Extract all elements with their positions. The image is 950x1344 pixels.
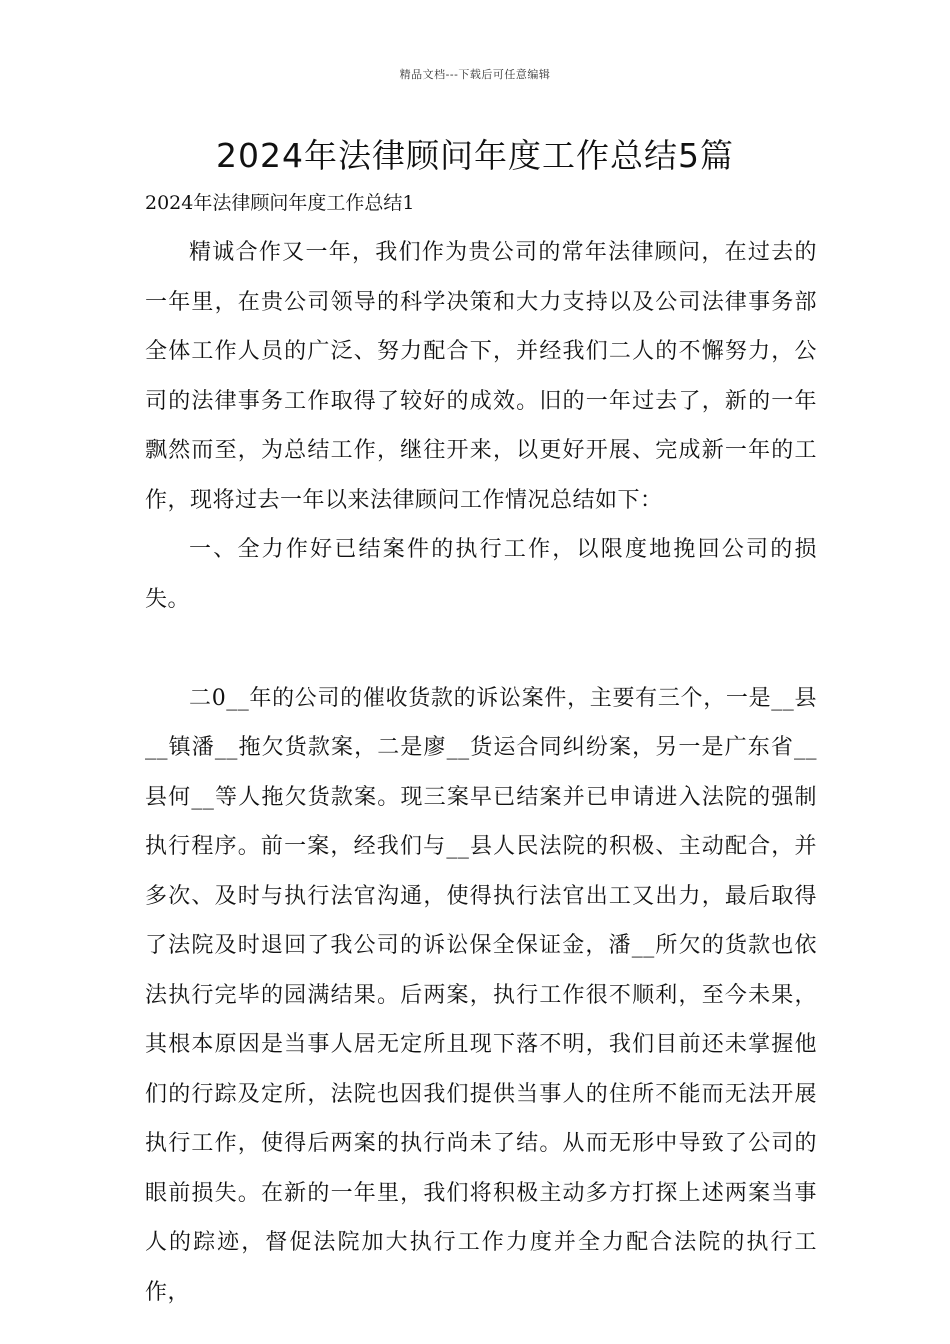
paragraph-case-summary: 二0__年的公司的催收货款的诉讼案件，主要有三个，一是__县__镇潘__拖欠货款案，二是廖__货运合同纠纷案，另一是广东省__县何__等人拖欠货款案。现三案早已结案并已申请进入法院的强制执行程序。前一案，经我们与__县人民法院的积极、主动配合，并多次、及时与执行法官沟通，使得执行法官出工又出力，最后取得了法院及时退回了我公司的诉讼保全保证金，潘__所欠的货款也依法执行完毕的园满结果。后两案，执行工作很不顺利，至今未果，其根本原因是当事人居无定所且现下落不明，我们目前还未掌握他们的行踪及定所，法院也因我们提供当事人的住所不能而无法开展执行工作，使得后两案的执行尚未了结。从而无形中导致了公司的眼前损失。在新的一年里，我们将积极主动多方打探上述两案当事人的踪迹，督促法院加大执行工作力度并全力配合法院的执行工作， — [145, 685, 817, 1305]
paragraph-intro: 精诚合作又一年，我们作为贵公司的常年法律顾问，在过去的一年里，在贵公司领导的科学决策和大力支持以及公司法律事务部全体工作人员的广泛、努力配合下，并经我们二人的不懈努力，公司的法律事务工作取得了较好的成效。旧的一年过去了，新的一年飘然而至，为总结工作，继往开来，以更好开展、完成新一年的工作，现将过去一年以来法律顾问工作情况总结如下： — [145, 240, 817, 513]
section-subtitle: 2024年法律顾问年度工作总结1 — [145, 192, 415, 214]
paragraph-spacer — [145, 624, 817, 674]
document-title: 2024年法律顾问年度工作总结5篇 — [216, 136, 734, 175]
body-text — [145, 228, 817, 1317]
paragraph-section-heading: 一、全力作好已结案件的执行工作，以限度地挽回公司的损失。 — [145, 537, 817, 612]
header-note: 精品文档---下载后可任意编辑 — [399, 68, 551, 81]
